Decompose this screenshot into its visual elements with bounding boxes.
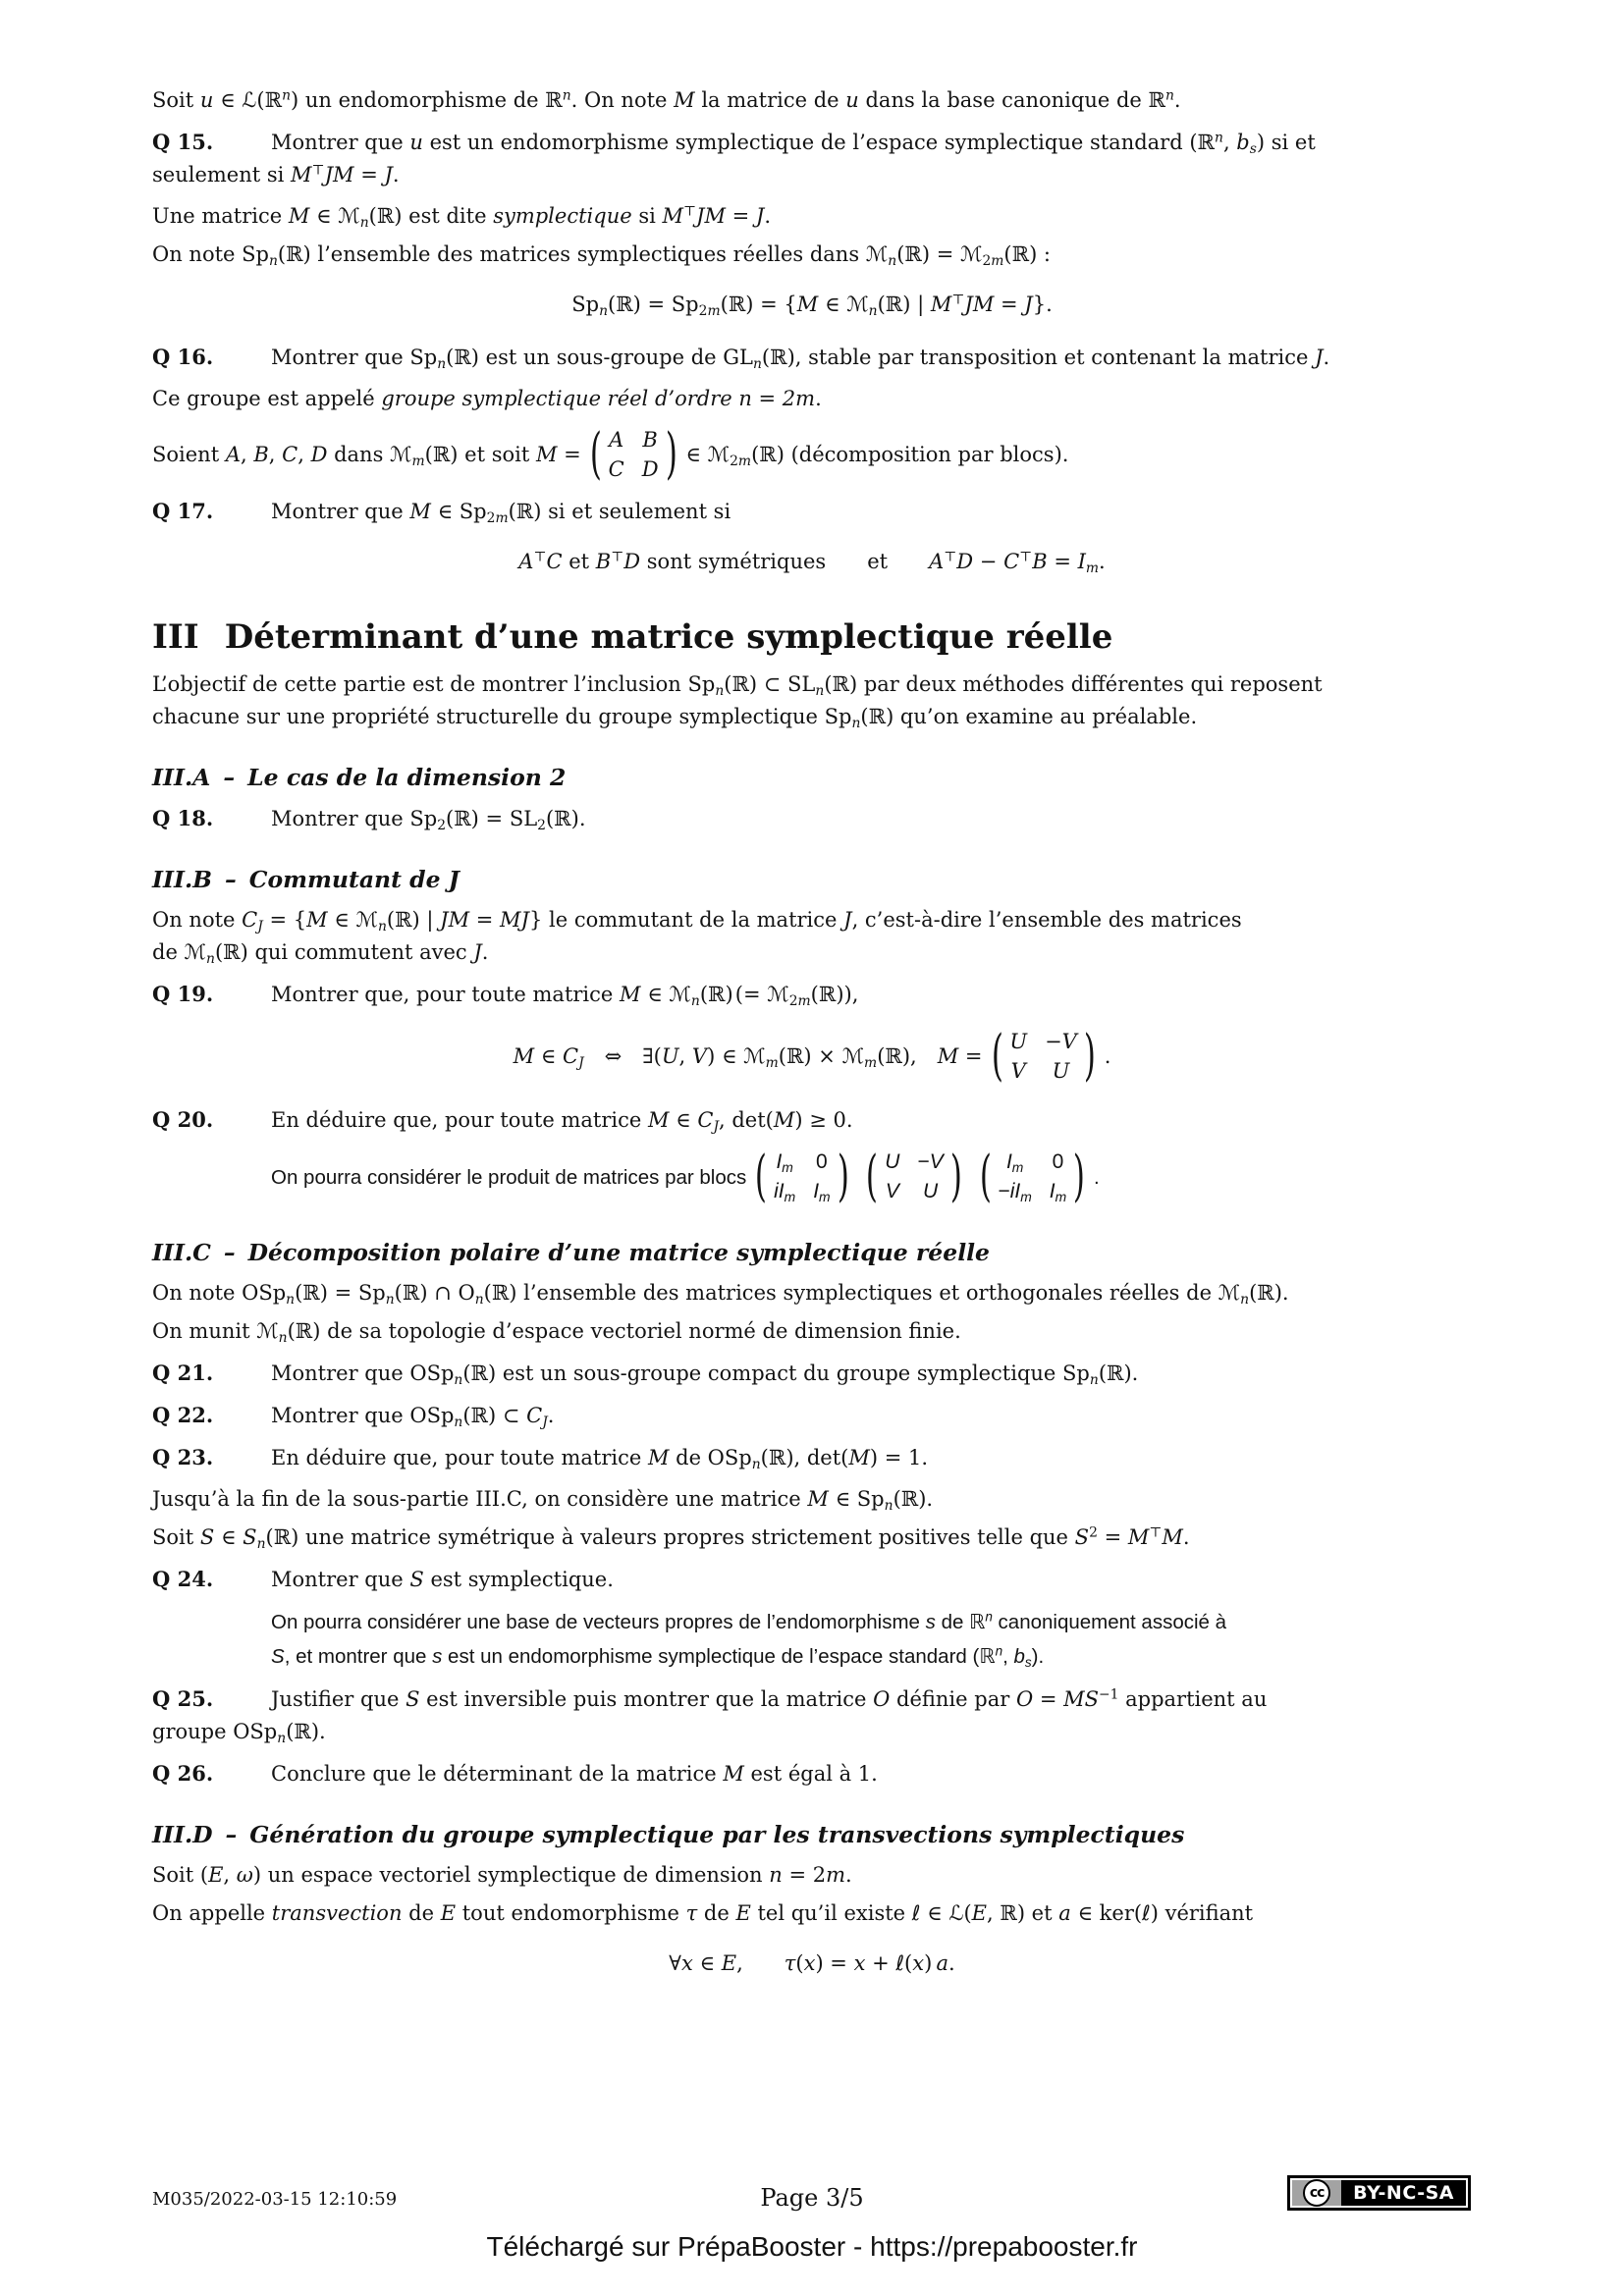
subsection-iiia-heading: III.A – Le cas de la dimension 2: [152, 764, 567, 791]
question-label: Q 18.: [152, 806, 214, 830]
question-22: [152, 1399, 1472, 1432]
definition-symplectique: Une matrice M ∈ ℳ$_n$(ℝ) est dite symplectique si M⊤JM = J.: [152, 203, 772, 232]
soit-s-note: Soit S ∈ $S_n(ℝ)$ une matrice symétrique à valeurs propres strictement positives telle que $S^2 = M^⊤M$.: [152, 1524, 1190, 1553]
section-iii-heading: [152, 617, 1472, 657]
page-number: Page 3/5: [760, 2184, 864, 2212]
question-label: Q 21.: [152, 1361, 214, 1385]
subsection-iiib-heading: III.B – Commutant de J: [152, 866, 460, 893]
jusqua-note: Jusqu’à la fin de la sous-partie III.C, on considère une matrice M ∈ $Sp_n(ℝ)$.: [152, 1487, 934, 1515]
question-label: Q 20.: [152, 1107, 214, 1132]
question-16: [152, 341, 1472, 374]
question-label: Q 23.: [152, 1445, 214, 1469]
question-20-hint: On pourra considérer le produit de matrices par blocs ( $I_m$ 0 $iI_m$ $I_m$ ) ( U −V V U ) ( $I_m$ 0 $-iI_m$ $I_m$ ) .: [271, 1146, 1472, 1208]
block-matrix-abcd: ( A B C D ): [585, 425, 682, 484]
equation-sp: $Sp_n(ℝ)$ = $Sp_{2m}(ℝ) = \{M$ ∈ ℳ$_n$(ℝ) | M⊤JM = J}.: [571, 292, 1053, 320]
question-text: Montrer que OSp$_n$(ℝ) est un sous-groupe compact du groupe symplectique $Sp_n(ℝ)$.: [271, 1362, 1139, 1389]
section-title: Déterminant d’une matrice symplectique réelle: [224, 617, 1113, 657]
matrix-im-i: ( $I_m$ 0 $iI_m$ $I_m$ ): [750, 1148, 853, 1206]
download-link[interactable]: Téléchargé sur PrépaBooster - https://prepabooster.fr: [486, 2231, 1138, 2262]
question-label: Q 24.: [152, 1567, 214, 1591]
question-label: Q 25.: [152, 1686, 214, 1711]
note-sp: On note $Sp_n(ℝ)$ l’ensemble des matrices symplectiques réelles dans ℳ$_n$(ℝ) = ℳ$_{2m}$(ℝ) :: [152, 242, 1052, 270]
commutant-definition: On note $C_J = \{M$ ∈ ℳ$_n$(ℝ) | JM = MJ} le commutant de la matrice J, c’est-à-dire l’ensemble des matrices de ℳ$_n$(ℝ) qui commutent avec J.: [152, 908, 1242, 968]
subsection-iiid-heading: III.D – Génération du groupe symplectique par les transvections symplectiques: [152, 1821, 1185, 1848]
blocs-paragraph: [152, 423, 1472, 486]
page-content: [152, 79, 1472, 2000]
question-label: Q 16.: [152, 345, 214, 369]
question-21: [152, 1357, 1472, 1390]
question-text: Montrer que OSp$_n$(ℝ) ⊂ $C_J$.: [271, 1404, 555, 1431]
question-text: Montrer que M ∈ $Sp_{2m}(ℝ)$ si et seulement si: [271, 500, 731, 527]
osp-definition: On note OSp$_n$(ℝ) = $Sp_n(ℝ)$ ∩ $O_n(ℝ)$ l’ensemble des matrices symplectiques et orthogonales réelles de ℳ$_n$(ℝ).: [152, 1281, 1289, 1308]
matrix-im-minus-i: ( $I_m$ 0 $-iI_m$ $I_m$ ): [975, 1148, 1090, 1206]
question-label: Q 19.: [152, 982, 214, 1006]
question-20: [152, 1103, 1472, 1137]
cc-license-badge: [1287, 2175, 1471, 2211]
license-label: BY-NC-SA: [1353, 2181, 1454, 2204]
question-label: Q 17.: [152, 499, 214, 523]
question-text: Conclure que le déterminant de la matrice M est égal à 1.: [271, 1762, 878, 1786]
question-text: Montrer que $Sp_2(ℝ)$ = $SL_2(ℝ)$.: [271, 807, 586, 834]
blocs-after: ∈ ℳ$_{2m}$(ℝ) (décomposition par blocs).: [685, 442, 1069, 469]
question-text: Montrer que u est un endomorphisme symplectique de l’espace symplectique standard (ℝ$^n$, $b_s$) si et seulement si M⊤JM = J.: [152, 130, 1316, 187]
document-id: M035/2022-03-15 12:10:59: [152, 2189, 398, 2210]
question-text: Montrer que, pour toute matrice M ∈ ℳ$_n$(ℝ) (= ℳ$_{2m}$(ℝ)),: [271, 983, 859, 1010]
matrix-uv: ( U −V V U ): [861, 1148, 966, 1206]
intro-paragraph: Soit u ∈ ℒ(ℝ$^n$) un endomorphisme de ℝ$^n$. On note M la matrice de u dans la base canonique de ℝ$^n$.: [152, 87, 1181, 112]
soit-e-note: Soit (E, ω) un espace vectoriel symplectique de dimension n = 2m.: [152, 1863, 852, 1887]
question-label: Q 22.: [152, 1403, 214, 1427]
transvection-definition: On appelle transvection de E tout endomorphisme τ de E tel qu’il existe ℓ ∈ ℒ(E, ℝ) et a ∈ ker(ℓ) vérifiant: [152, 1901, 1254, 1925]
equation-transvection: ∀x ∈ E, τ(x) = x + ℓ(x) a.: [669, 1951, 955, 1975]
cc-logo: [1292, 2180, 1341, 2206]
question-text: Justifier que S est inversible puis montrer que la matrice O définie par $O = MS^{-1}$ appartient au groupe OSp$_n$(ℝ).: [152, 1686, 1268, 1747]
question-19: [152, 978, 1472, 1011]
subsection-iiic-heading: III.C – Décomposition polaire d’une matrice symplectique réelle: [152, 1239, 990, 1266]
question-23: [152, 1441, 1472, 1474]
equation-q17: A⊤C et B⊤D sont symétriques et $A^⊤D - C^⊤B = I_m$.: [518, 549, 1106, 577]
equation-q19: M ∈ $C_J$ ⇔ ∃(U, V) ∈ ℳ$_m$(ℝ) × ℳ$_m$(ℝ), M = ( U −V V U ) .: [152, 1025, 1472, 1088]
question-text: En déduire que, pour toute matrice M de OSp$_n$(ℝ), det(M) = 1.: [271, 1446, 929, 1473]
question-text: En déduire que, pour toute matrice M ∈ $C_J$, det(M) ≥ 0.: [271, 1108, 853, 1136]
matrix-uv: ( U −V V U ): [987, 1027, 1101, 1086]
cc-circle-icon: cc: [1303, 2179, 1330, 2207]
question-17: [152, 495, 1472, 528]
question-18: [152, 802, 1472, 835]
question-26: [152, 1757, 1472, 1790]
question-24: [152, 1563, 1472, 1596]
question-25: [152, 1682, 1472, 1748]
question-label: Q 26.: [152, 1761, 214, 1786]
question-label: Q 15.: [152, 130, 214, 154]
section-number: III: [152, 617, 199, 657]
question-text: Montrer que S est symplectique.: [271, 1568, 614, 1591]
question-15: [152, 126, 1472, 191]
blocs-before: Soient A, B, C, D dans ℳ$_m$(ℝ) et soit M =: [152, 442, 581, 469]
groupe-note: Ce groupe est appelé groupe symplectique réel d’ordre n = 2m.: [152, 387, 822, 410]
topologie-note: On munit ℳ$_n$(ℝ) de sa topologie d’espace vectoriel normé de dimension finie.: [152, 1319, 961, 1347]
question-text: Montrer que $Sp_n(ℝ)$ est un sous-groupe de $GL_n(ℝ)$, stable par transposition et contenant la matrice J.: [271, 346, 1330, 373]
question-24-hint: On pourra considérer une base de vecteurs propres de l’endomorphisme s de ℝ$^n$ canoniquement associé à S, et montrer que s est un endomorphisme symplectique de l’espace standard (ℝ$^n$, $b_s$).: [271, 1609, 1227, 1671]
section-iii-intro: L’objectif de cette partie est de montrer l’inclusion $Sp_n(ℝ)$ ⊂ $SL_n(ℝ)$ par deux méthodes différentes qui reposent chacune sur une propriété structurelle du groupe symplectique $Sp_n(ℝ)$ qu’on examine au préalable.: [152, 672, 1323, 732]
